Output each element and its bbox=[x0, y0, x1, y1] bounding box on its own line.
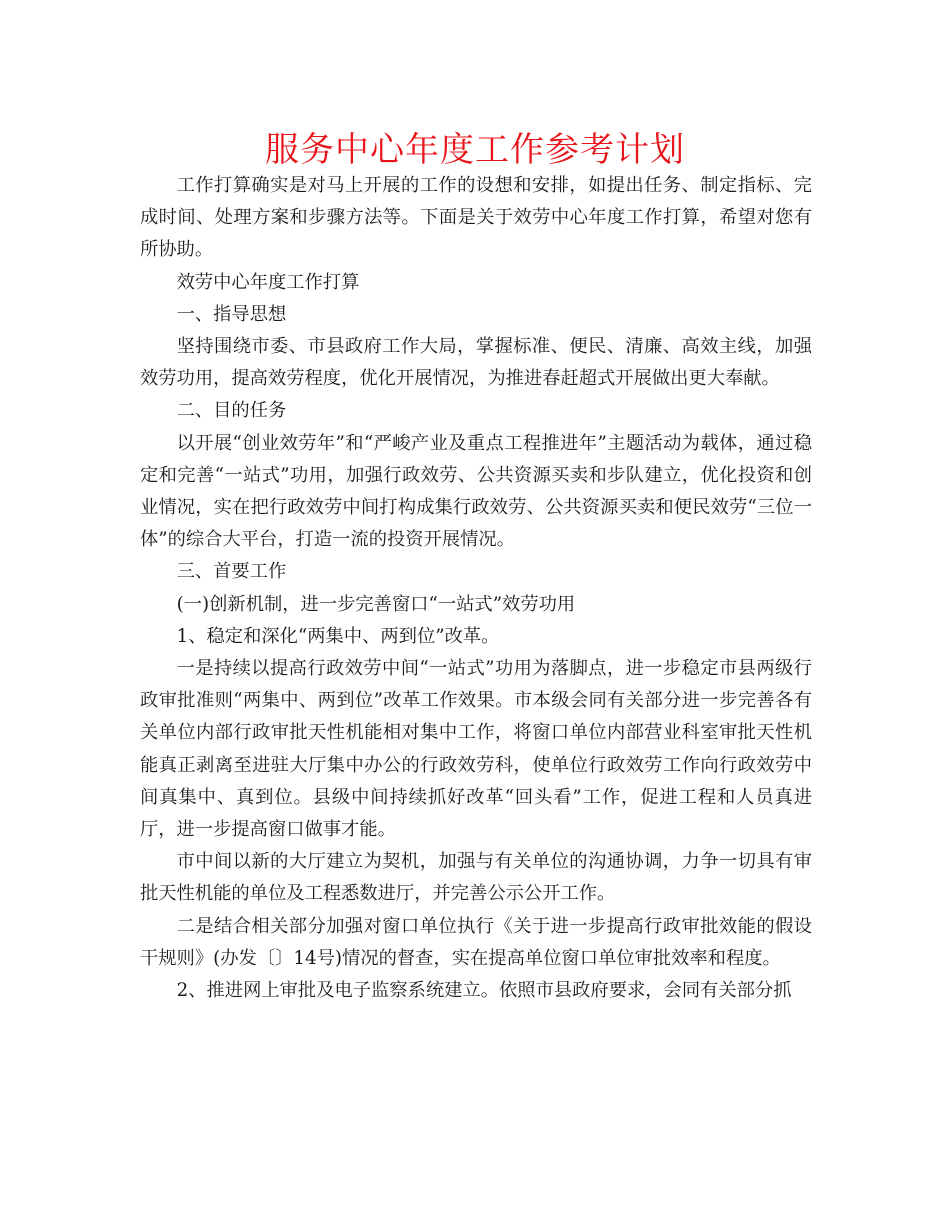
subsection-heading-innovation: (一)创新机制，进一步完善窗口“一站式”效劳功用 bbox=[176, 593, 576, 615]
document-body bbox=[140, 170, 812, 1007]
objectives-paragraph: 以开展“创业效劳年”和“严峻产业及重点工程推进年”主题活动为载体，通过稳定和完善“一站式”功用，加强行政效劳、公共资源买卖和步队建立，优化投资和创业情况，实在把行政效劳中间打构成集行政效劳、公共资源买卖和便民效劳“三位一体”的综合大平台，打造一流的投资开展情况。 bbox=[140, 432, 812, 551]
item-heading-reform: 1、稳定和深化“两集中、两到位”改革。 bbox=[176, 625, 500, 647]
reform-paragraph-3: 二是结合相关部分加强对窗口单位执行《关于进一步提高行政审批效能的假设干规则》(办发〔〕14号)情况的督查，实在提高单位窗口单位审批效率和程度。 bbox=[140, 915, 812, 969]
reform-paragraph-1: 一是持续以提高行政效劳中间“一站式”功用为落脚点，进一步稳定市县两级行政审批准则“两集中、两到位”改革工作效果。市本级会同有关部分进一步完善各有关单位内部行政审批天性机能相对集中工作，将窗口单位内部营业科室审批天性机能真正剥离至进驻大厅集中办公的行政效劳科，使单位行政效劳工作向行政效劳中间真集中、真到位。县级中间持续抓好改革“回头看”工作，促进工程和人员真进厅，进一步提高窗口做事才能。 bbox=[140, 658, 812, 841]
reform-paragraph-2: 市中间以新的大厅建立为契机，加强与有关单位的沟通协调，力争一切具有审批天性机能的单位及工程悉数进厅，并完善公示公开工作。 bbox=[140, 851, 812, 905]
section-heading-main-work: 三、首要工作 bbox=[176, 561, 287, 583]
section-heading-objectives: 二、目的任务 bbox=[176, 400, 287, 422]
online-approval-paragraph: 2、推进网上审批及电子监察系统建立。依照市县政府要求，会同有关部分抓 bbox=[176, 980, 792, 1002]
document-title: 服务中心年度工作参考计划 bbox=[265, 130, 685, 170]
subtitle-paragraph: 效劳中心年度工作打算 bbox=[176, 271, 360, 293]
guiding-ideology-paragraph: 坚持围绕市委、市县政府工作大局，掌握标准、便民、清廉、高效主线，加强效劳功用，提高效劳程度，优化开展情况，为推进春赶超式开展做出更大奉献。 bbox=[140, 336, 812, 390]
section-heading-guiding-ideology: 一、指导思想 bbox=[176, 303, 287, 325]
intro-paragraph: 工作打算确实是对马上开展的工作的设想和安排，如提出任务、制定指标、完成时间、处理方案和步骤方法等。下面是关于效劳中心年度工作打算，希望对您有所协助。 bbox=[140, 175, 812, 261]
